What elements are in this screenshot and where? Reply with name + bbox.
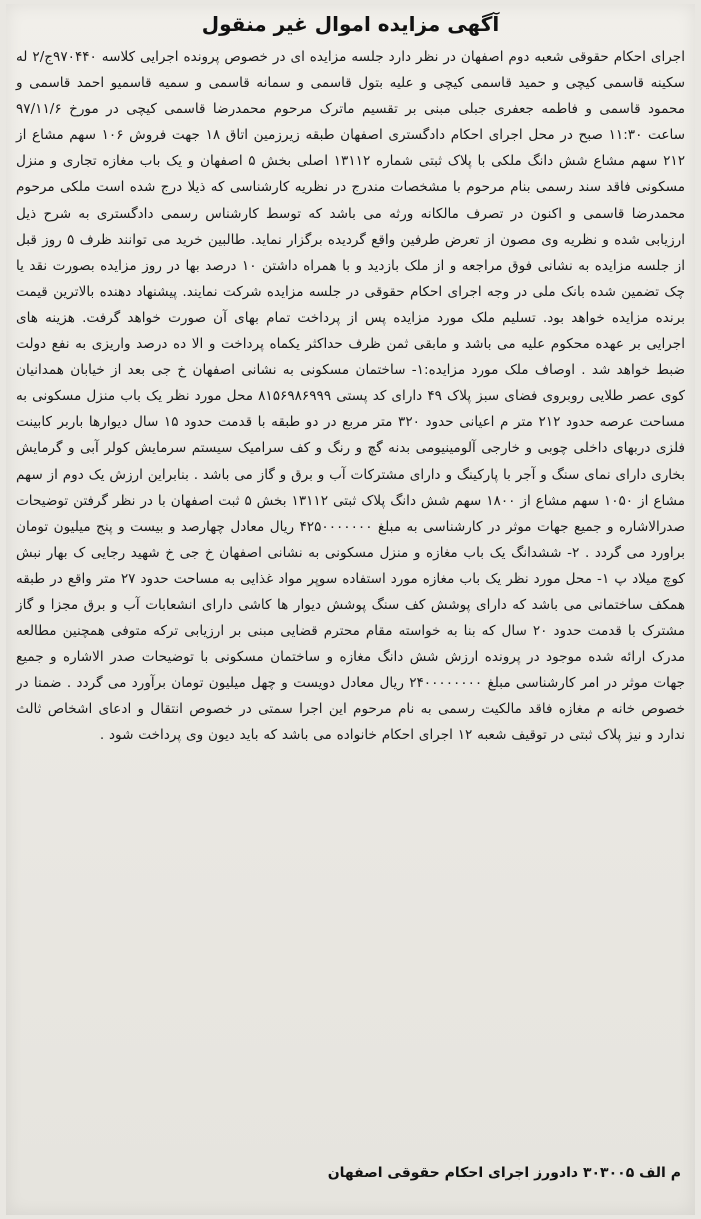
notice-body-paragraph: اجرای احکام حقوقی شعبه دوم اصفهان در نظر دارد جلسه مزایده ای در خصوص پرونده اجرایی کلاسه ۹۷۰۴۴۰ج/۲ له سکینه قاسمی کیچی و حمید قاسمی کیچی و علیه بتول قاسمی و سمانه قاسمی و سمیه قاسمیو احمد قاسمی و محمود قاسمی و فاطمه جعفری جبلی مبنی بر تقسیم ماترک مرحوم محمدرضا قاسمی کیچی در مورخ ۹۷/۱۱/۶ ساعت ۱۱:۳۰ صبح در محل اجرای احکام دادگستری اصفهان طبقه زیرزمین اتاق ۱۸ جهت فروش ۱۰۶ سهم مشاع از ۲۱۲ سهم مشاع شش دانگ ملکی با پلاک ثبتی شماره ۱۳۱۱۲ اصلی بخش ۵ اصفهان و یک باب مغازه تجاری و منزل مسکونی فاقد سند رسمی بنام مرحوم با مشخصات مندرج در نظریه کارشناسی که ذیلا درج شده است ملکی مرحوم محمدرضا قاسمی و اکنون در تصرف مالکانه ورثه می باشد که توسط کارشناس رسمی دادگستری به شرح ذیل ارزیابی شده و نظریه وی مصون از تعرض طرفین واقع گردیده برگزار نماید. طالبین خرید می توانند ظرف ۵ روز قبل از جلسه مزایده به نشانی فوق مراجعه و از ملک بازدید و با همراه داشتن ۱۰ درصد بها در روز مزایده بصورت نقد یا چک تضمین شده بانک ملی در وجه اجرای احکام حقوقی در جلسه مزایده شرکت نمایند. پیشنهاد دهنده بالاترین قیمت برنده مزایده خواهد بود. تسلیم ملک مورد مزایده پس از پرداخت تمام بهای آن صورت خواهد گرفت. هزینه های اجرایی بر عهده محکوم علیه می باشد و مابقی ثمن ظرف حداکثر یکماه پرداخت و الا ده درصد واریزی به نفع دولت ضبط خواهد شد . اوصاف ملک مورد مزایده:۱- ساختمان مسکونی به نشانی اصفهان خ جی بعد از خیابان همدانیان کوی عصر طلایی روبروی فضای سبز پلاک ۴۹ دارای کد پستی ۸۱۵۶۹۸۶۹۹۹ محل مورد نظر یک باب منزل مسکونی به مساحت عرصه حدود ۲۱۲ متر م اعیانی حدود ۳۲۰ متر مربع در دو طبقه با قدمت حدود ۱۵ سال دیوارها باربر کابینت فلزی دربهای داخلی چوبی و خارجی آلومینیومی بدنه گچ و رنگ و کف سرامیک سیستم سرمایش کولر آبی و گرمایش بخاری دارای نمای سنگ و آجر با پارکینگ و دارای مشترکات آب و برق و گاز می باشد . بنابراین ارزش یک دوم از سهم مشاع از ۱۰۵۰ سهم مشاع از ۱۸۰۰ سهم شش دانگ پلاک ثبتی ۱۳۱۱۲ بخش ۵ ثبت اصفهان با در نظر گرفتن توضیحات صدرالاشاره و جمیع جهات موثر در کارشناسی به مبلغ ۴۲۵۰۰۰۰۰۰۰ ریال معادل چهارصد و بیست و پنج میلیون تومان براورد می گردد . ۲- ششدانگ یک باب مغازه و منزل مسکونی به نشانی اصفهان خ جی خ شهید رجایی ک بهار نبش کوچ میلاد پ ۱- محل مورد نظر یک باب مغازه مورد استفاده سوپر مواد غذایی به مساحت حدود ۲۷ متر واقع در طبقه همکف ساختمانی می باشد که دارای پوشش کف سنگ پوشش دیوار ها کاشی دارای انشعابات آب و برق مجزا و گاز مشترک با قدمت حدود ۲۰ سال که بنا به خواسته مقام محترم قضایی مبنی بر ارزیابی ترکه متوفی همچنین مطالعه مدرک ارائه شده موجود در پرونده ارزش شش دانگ مغازه و ساختمان مسکونی با توضیحات صدر الاشاره و جمیع جهات موثر در امر کارشناسی مبلغ ۲۴۰۰۰۰۰۰۰۰ ریال معادل دویست و چهل میلیون تومان برآورد می گردد . ضمنا در خصوص خانه م مغازه فاقد مالکیت رسمی به نام مرحوم این اجرا سمتی در خصوص انتقال و ادعای اشخاص ثالث ندارد و نیز پلاک ثبتی در توقیف شعبه ۱۲ اجرای احکام خانواده می باشد که باید دیون وی پرداخت شود . xyxy=(16,49,686,744)
notice-body xyxy=(16,44,685,749)
notice-title: آگهی مزایده اموال غیر منقول xyxy=(201,12,500,36)
notice-footer: م الف ۳۰۳۰۰۵ دادورز اجرای احکام حقوقی اصفهان xyxy=(327,1165,681,1181)
newspaper-clipping xyxy=(6,4,695,1215)
